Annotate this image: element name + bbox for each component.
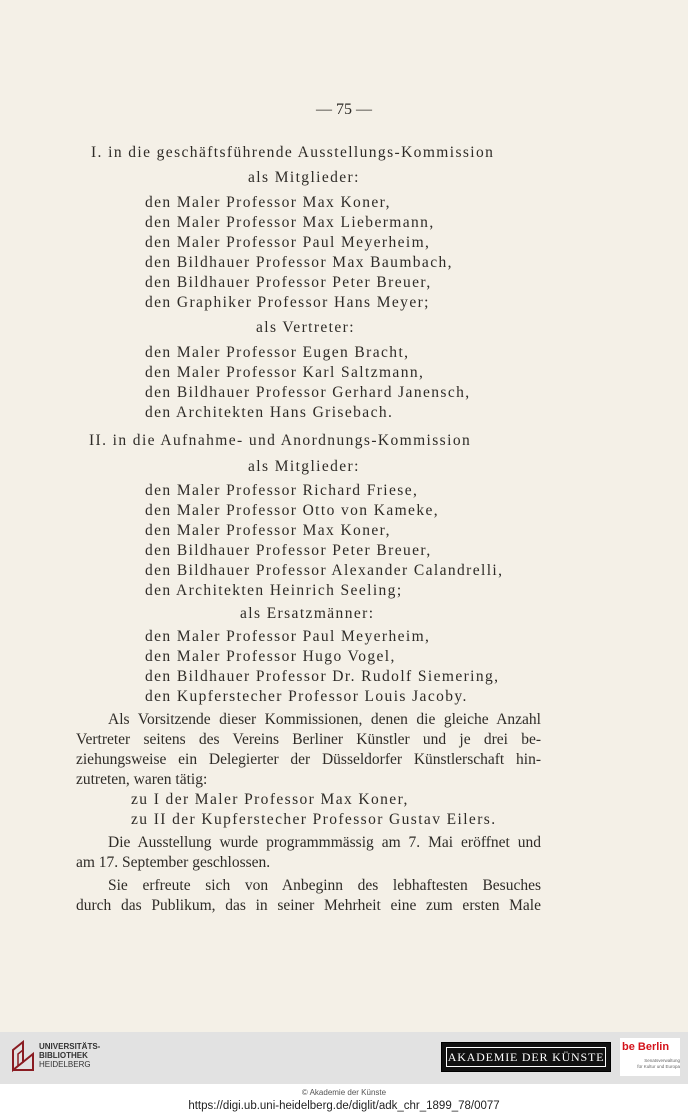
section-2-substitutes-label: als Ersatzmänner: <box>240 605 375 622</box>
section-2-members-label: als Mitglieder: <box>248 458 360 475</box>
section-2-heading: II. in die Aufnahme- und Anordnungs-Kommission <box>89 432 472 449</box>
list-item: den Bildhauer Professor Max Baumbach, <box>145 254 453 271</box>
paragraph-line: zutreten, waren tätig: <box>76 771 208 788</box>
paragraph-line: Sie erfreute sich von Anbeginn des lebhaftesten Besuches <box>108 877 541 894</box>
list-item: den Maler Professor Max Koner, <box>145 194 391 211</box>
list-item: den Maler Professor Karl Saltzmann, <box>145 364 425 381</box>
berlin-sub-line: für Kultur und Europa <box>637 1064 680 1069</box>
permalink-url[interactable]: https://digi.ub.uni-heidelberg.de/diglit/adk_chr_1899_78/0077 <box>188 1100 500 1112</box>
chair-line: zu I der Maler Professor Max Koner, <box>131 791 409 808</box>
chair-line: zu II der Kupferstecher Professor Gustav Eilers. <box>131 811 497 828</box>
paragraph-line: Als Vorsitzende dieser Kommissionen, denen die gleiche Anzahl <box>108 711 541 728</box>
library-name-line: BIBLIOTHEK <box>39 1051 88 1060</box>
berlin-senate-logo <box>620 1038 680 1076</box>
section-1-heading: I. in die geschäftsführende Ausstellungs-Kommission <box>91 144 495 161</box>
list-item: den Maler Professor Paul Meyerheim, <box>145 234 431 251</box>
list-item: den Bildhauer Professor Gerhard Janensch, <box>145 384 471 401</box>
berlin-logo-text: be Berlin <box>622 1041 670 1053</box>
copyright-text: © Akademie der Künste <box>301 1088 387 1097</box>
akademie-logo-text: AKADEMIE DER KÜNSTE <box>446 1047 606 1067</box>
section-1-members-label: als Mitglieder: <box>248 169 360 186</box>
list-item: den Bildhauer Professor Peter Breuer, <box>145 542 432 559</box>
list-item: den Maler Professor Eugen Bracht, <box>145 344 410 361</box>
citation-area <box>0 1084 688 1115</box>
list-item: den Graphiker Professor Hans Meyer; <box>145 294 430 311</box>
berlin-sub-line: Senatsverwaltung <box>644 1058 680 1063</box>
list-item: den Maler Professor Otto von Kameke, <box>145 502 440 519</box>
list-item: den Maler Professor Max Koner, <box>145 522 391 539</box>
list-item: den Architekten Hans Grisebach. <box>145 404 394 421</box>
section-1-deputies-label: als Vertreter: <box>256 319 355 336</box>
page-number: — 75 — <box>316 101 372 118</box>
paragraph-line: durch das Publikum, das in seiner Mehrheit eine zum ersten Male <box>76 897 541 914</box>
list-item: den Maler Professor Hugo Vogel, <box>145 648 396 665</box>
akademie-der-kuenste-logo <box>441 1042 611 1072</box>
paragraph-line: Die Ausstellung wurde programmmässig am 7. Mai eröffnet und <box>108 834 541 851</box>
library-name-line: HEIDELBERG <box>39 1060 91 1069</box>
list-item: den Kupferstecher Professor Louis Jacoby. <box>145 688 468 705</box>
paragraph-line: am 17. September geschlossen. <box>76 854 271 871</box>
list-item: den Maler Professor Paul Meyerheim, <box>145 628 431 645</box>
list-item: den Architekten Heinrich Seeling; <box>145 582 403 599</box>
list-item: den Maler Professor Max Liebermann, <box>145 214 435 231</box>
paragraph-line: Vertreter seitens des Vereins Berliner Künstler und je drei be- <box>76 731 541 748</box>
list-item: den Maler Professor Richard Friese, <box>145 482 419 499</box>
library-name-line: UNIVERSITÄTS- <box>39 1042 101 1051</box>
university-library-logo-icon <box>10 1040 36 1072</box>
paragraph-line: ziehungsweise ein Delegierter der Düsseldorfer Künstlerschaft hin- <box>76 751 541 768</box>
list-item: den Bildhauer Professor Dr. Rudolf Siemering, <box>145 668 500 685</box>
list-item: den Bildhauer Professor Peter Breuer, <box>145 274 432 291</box>
list-item: den Bildhauer Professor Alexander Calandrelli, <box>145 562 504 579</box>
